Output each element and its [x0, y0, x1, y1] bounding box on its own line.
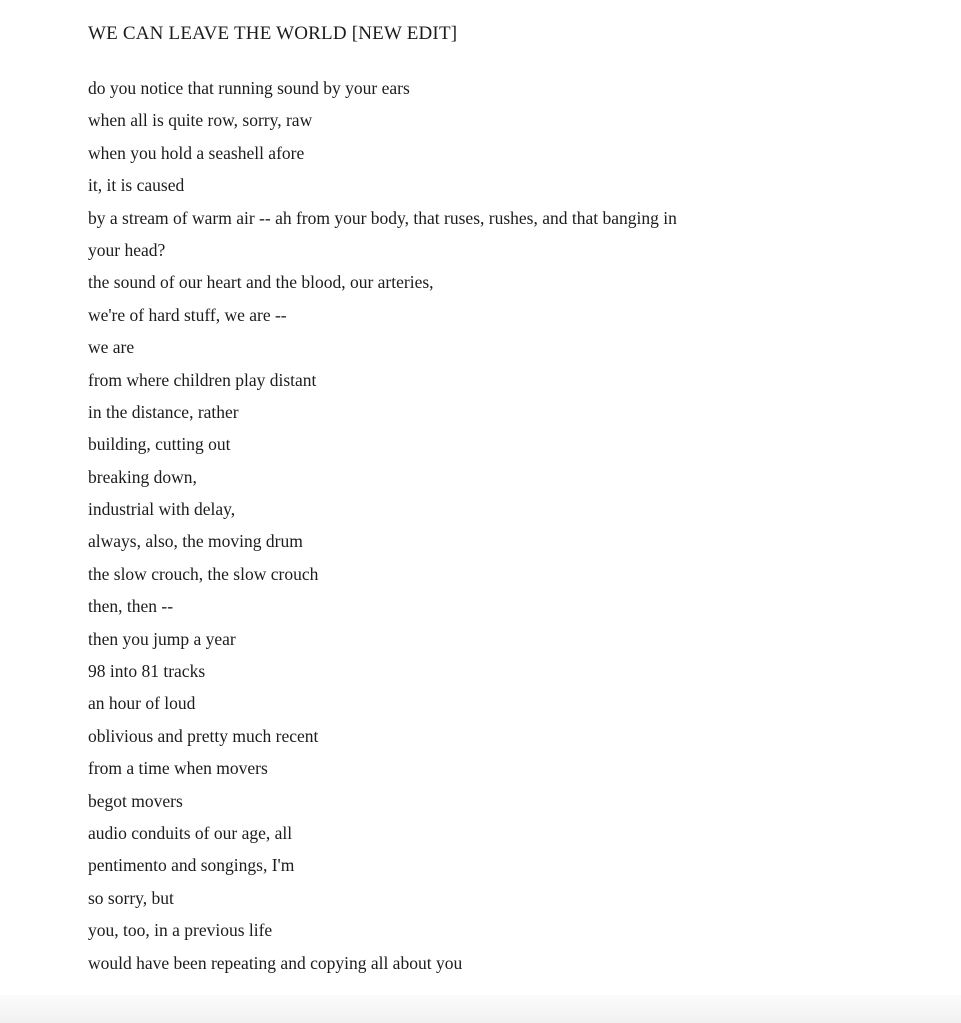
poem-line: audio conduits of our age, all [88, 822, 293, 843]
poem-line: so sorry, but [88, 887, 174, 908]
poem-line: you, too, in a previous life [88, 920, 273, 941]
poem-line: then you jump a year [88, 628, 236, 649]
poem-line: from where children play distant [88, 369, 317, 390]
poem-line: an hour of loud [88, 693, 196, 714]
poem-line: always, also, the moving drum [88, 531, 303, 552]
poem-line: when all is quite row, sorry, raw [88, 110, 313, 131]
poem-line: industrial with delay, [88, 499, 236, 520]
poem-line: from a time when movers [88, 758, 268, 779]
poem-line: would have been repeating and copying all about you [88, 952, 463, 973]
poem-line: the slow crouch, the slow crouch [88, 563, 319, 584]
poem-line: we're of hard stuff, we are -- [88, 304, 287, 325]
poem-line: in the distance, rather [88, 401, 239, 422]
page-bottom-edge [0, 995, 961, 1023]
poem-line: 98 into 81 tracks [88, 661, 206, 682]
poem-line: breaking down, [88, 466, 197, 487]
poem-line: pentimento and songings, I'm [88, 855, 295, 876]
poem-line: then, then -- [88, 596, 174, 617]
poem-line: begot movers [88, 790, 183, 811]
poem-body [88, 74, 677, 981]
poem-line: when you hold a seashell afore [88, 142, 305, 163]
poem-line: building, cutting out [88, 434, 231, 455]
poem-line: oblivious and pretty much recent [88, 725, 319, 746]
poem-line: do you notice that running sound by your ears [88, 78, 410, 98]
poem-line: the sound of our heart and the blood, our arteries, [88, 272, 434, 293]
poem-line: by a stream of warm air -- ah from your body, that ruses, rushes, and that banging in [88, 207, 677, 228]
poem-line: your head? [88, 239, 166, 260]
poem-line: it, it is caused [88, 175, 185, 196]
poem-title: WE CAN LEAVE THE WORLD [NEW EDIT] [88, 23, 458, 44]
poem-line: we are [88, 337, 135, 358]
